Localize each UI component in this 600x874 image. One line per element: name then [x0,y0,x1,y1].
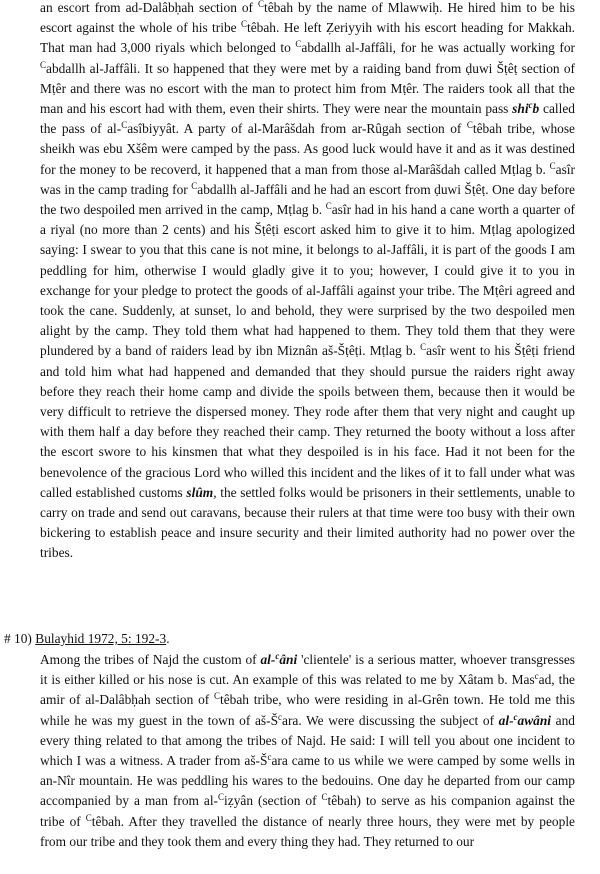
superscript-letter: c [267,752,272,763]
text-run: têbah tribe, who were residing in al-Grên town. He told me this while he was my guest in the town of aš-Š [40,692,575,728]
text-run: têbah) to serve as his companion against the tribe of [40,793,575,829]
superscript-letter: c [528,100,533,111]
superscript-letter: C [213,691,220,702]
text-run: asîr was in the camp trading for [40,161,575,197]
superscript-letter: C [191,180,198,191]
superscript-letter: C [321,792,328,803]
superscript-letter: C [295,39,302,50]
text-run: abdallh al-Jaffâli, for he was actually working for [301,40,575,56]
arabic-term: slûm [186,484,214,500]
superscript-letter: C [240,19,247,30]
text-run: têbah tribe, whose sheikh was ebu Xšêm were camped by the pass. As good luck would have it and as it was destined for the money to be recoverd, it happened that a man from those al-Marâšdah called Mṭlag b. [40,121,575,177]
paragraph-clientele-custom [40,650,575,852]
entry-citation: Bulayhid 1972, 5: 192-3 [35,631,167,646]
text-run: , the settled folks would be prisoners in their settlements, unable to carry on trade and send out caravans, because their rulers at that time were too busy with their own bickering to establish peace and insure security and their limited authority had no power over the tribes. [40,484,575,561]
arabic-term: awâni [517,712,552,728]
arabic-term: b [532,101,540,117]
arabic-term: shi [512,101,529,117]
arabic-term: âni [279,652,298,667]
superscript-letter: c [278,711,283,722]
text-run: 'clientele' is a serious matter, whoever transgresses it is either killed or his nose is cut. An example of this was related to me by Xâtam b. Mas [40,652,575,688]
text-run: and every thing related to that among the tribes of Najd. He said: I will tell you about one incident to which I was a witness. A trader from aš-Š [40,712,575,769]
text-run: asîr went to his Šṭêṭi friend and told him what had happened and demanded that they should pursue the raiders right away before they reach their home camp and divide the spoils between them, because then it would be very difficult to retrieve the dispersed money. They rode after them that very night and caught up with them half a day before they reached their camp. They returned the booty without a loss after the escort swore to his kinsmen that what they despoiled is in his face. Had it not been for the benevolence of the gracious Lord who willed this incident and the likes of it to fall under what was called established customs [40,343,576,500]
superscript-letter: C [85,812,92,823]
superscript-letter: C [258,0,265,9]
text-run: Among the tribes of Najd the custom of [40,652,261,667]
text-run: ad, the amir of al-Dalâbḥah section of [40,672,575,708]
text-run: iẓyân (section of [224,793,322,809]
text-run: têbah by the name of Mlawwiḥ. He hired him to be his escort against the whole of his tribe [40,0,575,36]
text-run: têbah. After they travelled the distance of nearly three hours, they were met by people from our tribe and they took them and every thing they had. They returned to our [40,813,575,849]
superscript-letter: C [466,120,473,131]
text-run: an escort from ad-Dalâbḥah section of [40,0,258,15]
entry-heading [4,629,170,649]
superscript-letter: C [549,160,556,171]
text-run: called the pass of al- [40,101,575,137]
text-run: ara. We were discussing the subject of [282,712,499,728]
superscript-letter: C [325,201,332,212]
text-run: ara came to us while we were camped by some wells in an-Nîr mountain. He was peddling his wares to the bedouins. One day he departed from our camp accompanied by a man from al- [40,753,575,809]
superscript-letter: C [218,792,225,803]
superscript-letter: C [420,342,427,353]
text-run: abdallh al-Jaffâli. It so happened that they were met by a raiding band from ḍuwi Šṭêṭ section of Mṭêr and there was no escort with the man to protect him from Mṭêr. The raiders took all that the man and his escort had with them, even their shirts. They were near the mountain pass [40,60,575,117]
text-run: asîr had in his hand a cane worth a quarter of a riyal (no more than 2 cents) and his Šṭêṭi escort asked him to give it to him. Mṭlag apologized saying: I swear to you that this cane is not mine, it belongs to al-Jaffâli, it is part of the goods I am peddling for him, otherwise I would gladly give it to you; however, I could give it to you in exchange for your pledge to protect the goods of al-Jaffâli against your tribe. The Mṭêri agreed and took the cane. Suddenly, at sunset, lo and behold, they were surprised by the two despoiled men alight by the camp. They told them what had happened to them. They told them that they were plundered by a band of raiders lead by ibn Miznân aš-Šṭêṭi. Mṭlag b. [40,202,575,359]
superscript-letter: c [513,711,518,722]
superscript-letter: C [121,120,128,131]
text-run: têbah. He left Ẓeriyyih with his escort heading for Makkah. That man had 3,000 riyals which belonged to [40,20,575,56]
superscript-letter: c [275,651,280,661]
text-run: abdallh al-Jaffâli and he had an escort from ḍuwi Šṭêṭ. One day before the two despoiled men arrived in the camp, Mṭlag b. [40,181,576,218]
superscript-letter: c [534,671,539,682]
arabic-term: al- [260,652,276,667]
superscript-letter: C [40,59,47,70]
entry-citation-period: . [166,631,170,646]
arabic-term: al- [498,712,514,728]
paragraph-story-continuation [40,0,575,564]
text-run: asîbiyyât. A party of al-Marâšdah from ar-Rûgah section of [127,121,467,137]
entry-number: # 10) [4,631,32,646]
